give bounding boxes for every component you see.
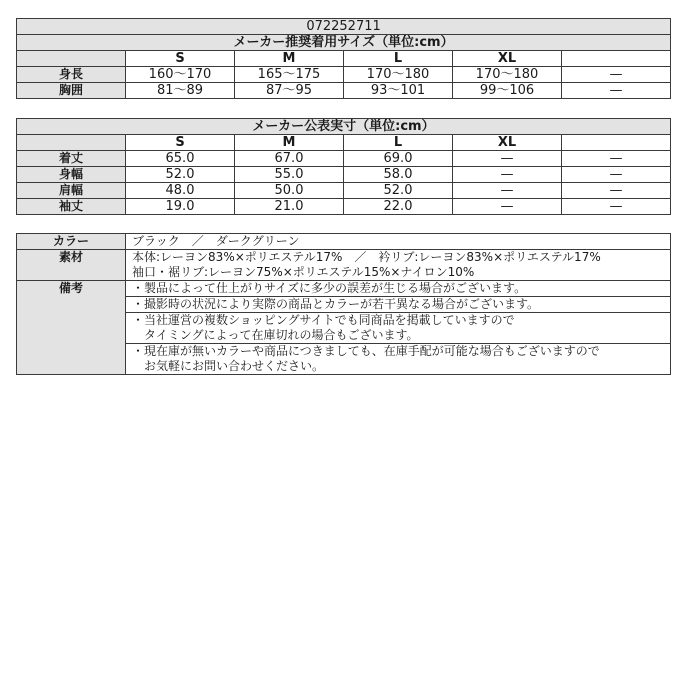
material-line: 本体:レーヨン83%×ポリエステル17% ／ 衿リブ:レーヨン83%×ポリエステル17% <box>132 250 601 264</box>
notes-label: 備考 <box>17 281 126 375</box>
size-header-xl: XL <box>453 135 562 151</box>
note-line: ・現在庫が無いカラーや商品につきましても、在庫手配が可能な場合もございますので <box>132 344 600 358</box>
table-cell: 69.0 <box>344 151 453 167</box>
table-cell: 65.0 <box>126 151 235 167</box>
size-header-s: S <box>126 135 235 151</box>
recommended-size-table <box>16 18 671 99</box>
corner-cell <box>17 51 126 67</box>
note-line: ・当社運営の複数ショッピングサイトでも同商品を掲載していますので <box>132 313 515 327</box>
size-header-m: M <box>235 135 344 151</box>
table-cell: 52.0 <box>126 167 235 183</box>
table-cell: 22.0 <box>344 199 453 215</box>
table-cell: 170〜180 <box>453 67 562 83</box>
size-header-extra <box>562 51 671 67</box>
note-item <box>126 313 671 344</box>
table-row <box>17 67 671 83</box>
color-value: ブラック ／ ダークグリーン <box>126 234 671 250</box>
table-cell: — <box>562 183 671 199</box>
size-header-l: L <box>344 51 453 67</box>
table-cell: 50.0 <box>235 183 344 199</box>
table-cell: — <box>562 151 671 167</box>
material-label: 素材 <box>17 250 126 281</box>
size-header-s: S <box>126 51 235 67</box>
table-cell: — <box>562 83 671 99</box>
color-label: カラー <box>17 234 126 250</box>
notes-row <box>17 281 671 297</box>
size-header-row <box>17 135 671 151</box>
table-cell: 93〜101 <box>344 83 453 99</box>
table-row <box>17 167 671 183</box>
row-label-sleeve: 袖丈 <box>17 199 126 215</box>
table-cell: 67.0 <box>235 151 344 167</box>
table-cell: 170〜180 <box>344 67 453 83</box>
product-info-table <box>16 233 671 375</box>
table-cell: 21.0 <box>235 199 344 215</box>
table-cell: 19.0 <box>126 199 235 215</box>
color-row <box>17 234 671 250</box>
table-cell: — <box>453 151 562 167</box>
actual-size-table <box>16 118 671 215</box>
note-line: タイミングによって在庫切れの場合もございます。 <box>132 328 419 342</box>
table-cell: — <box>562 67 671 83</box>
table-row <box>17 83 671 99</box>
row-label-height: 身長 <box>17 67 126 83</box>
row-label-length: 着丈 <box>17 151 126 167</box>
table-cell: — <box>562 199 671 215</box>
note-line: お気軽にお問い合わせください。 <box>132 359 325 373</box>
material-row <box>17 250 671 281</box>
recommended-size-title: メーカー推奨着用サイズ（単位:cm） <box>17 35 671 51</box>
size-header-l: L <box>344 135 453 151</box>
corner-cell <box>17 135 126 151</box>
table-cell: 160〜170 <box>126 67 235 83</box>
note-item <box>126 344 671 375</box>
note-line: ・撮影時の状況により実際の商品とカラーが若干異なる場合がございます。 <box>132 297 540 311</box>
table-cell: 81〜89 <box>126 83 235 99</box>
table-cell: — <box>453 183 562 199</box>
table-cell: — <box>453 199 562 215</box>
row-label-chest: 胸囲 <box>17 83 126 99</box>
note-line: ・製品によって仕上がりサイズに多少の誤差が生じる場合がございます。 <box>132 281 527 295</box>
table-cell: 99〜106 <box>453 83 562 99</box>
size-header-m: M <box>235 51 344 67</box>
table-row <box>17 183 671 199</box>
table-cell: — <box>562 167 671 183</box>
actual-size-title: メーカー公表実寸（単位:cm） <box>17 119 671 135</box>
material-line: 袖口・裾リブ:レーヨン75%×ポリエステル15%×ナイロン10% <box>132 265 475 279</box>
table-row <box>17 151 671 167</box>
table-cell: 87〜95 <box>235 83 344 99</box>
row-label-shoulder: 肩幅 <box>17 183 126 199</box>
product-code: 072252711 <box>17 19 671 35</box>
table-cell: 58.0 <box>344 167 453 183</box>
size-header-xl: XL <box>453 51 562 67</box>
table-cell: 165〜175 <box>235 67 344 83</box>
size-header-extra <box>562 135 671 151</box>
material-value <box>126 250 671 281</box>
note-item <box>126 297 671 313</box>
note-item <box>126 281 671 297</box>
size-header-row <box>17 51 671 67</box>
table-row <box>17 199 671 215</box>
table-cell: 52.0 <box>344 183 453 199</box>
row-label-body-width: 身幅 <box>17 167 126 183</box>
table-cell: — <box>453 167 562 183</box>
table-cell: 48.0 <box>126 183 235 199</box>
table-cell: 55.0 <box>235 167 344 183</box>
